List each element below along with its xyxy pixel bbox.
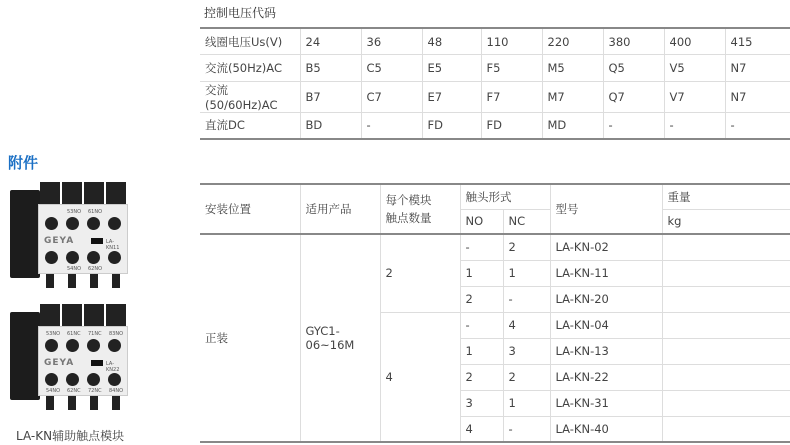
terminal-label: 53NO: [46, 331, 61, 337]
voltage-cell: B5: [300, 55, 361, 82]
voltage-cell: -: [725, 112, 790, 139]
voltage-cell: M5: [542, 55, 603, 82]
voltage-cell: FD: [481, 112, 542, 139]
header-nc: NC: [503, 209, 550, 234]
terminal-screw-icon: [108, 251, 121, 264]
terminal-screw-icon: [66, 373, 79, 386]
geya-logo: GEYA: [44, 236, 75, 246]
terminal-screw-icon: [87, 251, 100, 264]
model-cell: LA-KN-22: [550, 364, 662, 390]
voltage-cell: 400: [664, 28, 725, 55]
weight-cell: [662, 286, 790, 312]
model-cell: LA-KN-13: [550, 338, 662, 364]
voltage-cell: N7: [725, 81, 790, 112]
nc-cell: -: [503, 286, 550, 312]
no-cell: 1: [460, 260, 503, 286]
terminal-label: 72NC: [88, 388, 102, 394]
position-cell: 正装: [200, 234, 300, 442]
model-cell: LA-KN-40: [550, 416, 662, 442]
voltage-cell: 36: [361, 28, 422, 55]
model-label: LA-KN22: [106, 361, 120, 373]
nc-cell: 1: [503, 260, 550, 286]
contacts-cell: 2: [380, 234, 460, 312]
voltage-cell: C7: [361, 81, 422, 112]
nc-cell: 3: [503, 338, 550, 364]
module-face: [38, 204, 128, 274]
no-cell: 2: [460, 364, 503, 390]
voltage-cell: 415: [725, 28, 790, 55]
header-no: NO: [460, 209, 503, 234]
module-side-body: [10, 190, 40, 278]
module-terminal-foot: [68, 274, 76, 288]
table-row: [200, 234, 790, 260]
header-contact-form: 触头形式: [460, 184, 550, 209]
accessories-heading: 附件: [8, 154, 39, 172]
geya-logo: GEYA: [44, 358, 75, 368]
model-cell: LA-KN-02: [550, 234, 662, 260]
voltage-cell: F5: [481, 55, 542, 82]
module-ridge: [106, 182, 126, 206]
terminal-screw-icon: [66, 251, 79, 264]
module-face: [38, 326, 128, 396]
terminal-screw-icon: [45, 339, 58, 352]
product-cell: GYC1-06~16M: [300, 234, 380, 442]
voltage-cell: F7: [481, 81, 542, 112]
nc-cell: -: [503, 416, 550, 442]
voltage-row: [200, 81, 790, 112]
no-cell: 2: [460, 286, 503, 312]
terminal-label: 61NO: [88, 209, 103, 215]
product-image-la-kn22: [10, 300, 130, 410]
voltage-cell: E5: [422, 55, 481, 82]
voltage-cell: 110: [481, 28, 542, 55]
voltage-row: [200, 28, 790, 55]
terminal-screw-icon: [45, 251, 58, 264]
module-ridge: [62, 304, 82, 328]
terminal-label: 71NC: [88, 331, 102, 337]
module-ridge: [40, 182, 60, 206]
terminal-label: 62NC: [67, 388, 81, 394]
terminal-label: 84NO: [109, 388, 124, 394]
voltage-row-label: 线圈电压Us(V): [200, 28, 300, 55]
voltage-row: [200, 55, 790, 82]
product-image-la-kn11: [10, 178, 130, 288]
header-weight: 重量: [662, 184, 790, 209]
terminal-screw-icon: [45, 217, 58, 230]
terminal-label: 53NO: [67, 209, 82, 215]
accessory-caption: LA-KN辅助触点模块: [16, 429, 125, 443]
module-terminal-foot: [90, 396, 98, 410]
nc-cell: 2: [503, 234, 550, 260]
voltage-cell: -: [664, 112, 725, 139]
voltage-cell: V5: [664, 55, 725, 82]
voltage-row: [200, 112, 790, 139]
no-cell: -: [460, 312, 503, 338]
terminal-screw-icon: [108, 373, 121, 386]
voltage-table-title: 控制电压代码: [204, 6, 277, 20]
voltage-row-label: 直流DC: [200, 112, 300, 139]
module-terminal-foot: [46, 274, 54, 288]
voltage-cell: E7: [422, 81, 481, 112]
module-ridge: [84, 182, 104, 206]
no-cell: -: [460, 234, 503, 260]
terminal-screw-icon: [108, 339, 121, 352]
weight-cell: [662, 364, 790, 390]
voltage-cell: N7: [725, 55, 790, 82]
terminal-screw-icon: [66, 339, 79, 352]
no-cell: 3: [460, 390, 503, 416]
weight-cell: [662, 338, 790, 364]
indicator-window: [91, 360, 103, 366]
voltage-cell: C5: [361, 55, 422, 82]
model-label: LA-KN11: [106, 239, 120, 251]
header-product: 适用产品: [300, 184, 380, 234]
nc-cell: 1: [503, 390, 550, 416]
module-terminal-foot: [112, 396, 120, 410]
weight-cell: [662, 416, 790, 442]
module-terminal-foot: [90, 274, 98, 288]
module-ridge: [62, 182, 82, 206]
voltage-cell: B7: [300, 81, 361, 112]
terminal-screw-icon: [108, 217, 121, 230]
module-terminal-foot: [46, 396, 54, 410]
model-cell: LA-KN-04: [550, 312, 662, 338]
terminal-label: 61NC: [67, 331, 81, 337]
header-position: 安装位置: [200, 184, 300, 234]
voltage-cell: 48: [422, 28, 481, 55]
no-cell: 1: [460, 338, 503, 364]
terminal-screw-icon: [87, 373, 100, 386]
no-cell: 4: [460, 416, 503, 442]
terminal-screw-icon: [87, 339, 100, 352]
voltage-cell: Q7: [603, 81, 664, 112]
voltage-code-table: [200, 27, 790, 140]
voltage-cell: M7: [542, 81, 603, 112]
weight-cell: [662, 234, 790, 260]
voltage-cell: 24: [300, 28, 361, 55]
voltage-cell: BD: [300, 112, 361, 139]
header-contacts: 每个模块 触点数量: [380, 184, 460, 234]
voltage-cell: -: [361, 112, 422, 139]
module-ridge: [40, 304, 60, 328]
nc-cell: 2: [503, 364, 550, 390]
indicator-window: [91, 238, 103, 244]
contacts-cell: 4: [380, 312, 460, 442]
accessory-table: [200, 183, 790, 443]
header-model: 型号: [550, 184, 662, 234]
header-weight-unit: kg: [662, 209, 790, 234]
terminal-screw-icon: [45, 373, 58, 386]
module-side-body: [10, 312, 40, 400]
weight-cell: [662, 390, 790, 416]
terminal-label: 54NO: [67, 266, 82, 272]
module-ridge: [106, 304, 126, 328]
voltage-row-label: 交流(50Hz)AC: [200, 55, 300, 82]
terminal-screw-icon: [87, 217, 100, 230]
terminal-screw-icon: [66, 217, 79, 230]
voltage-row-label: 交流(50/60Hz)AC: [200, 81, 300, 112]
model-cell: LA-KN-11: [550, 260, 662, 286]
voltage-cell: MD: [542, 112, 603, 139]
terminal-label: 83NO: [109, 331, 124, 337]
nc-cell: 4: [503, 312, 550, 338]
terminal-label: 54NO: [46, 388, 61, 394]
voltage-cell: Q5: [603, 55, 664, 82]
terminal-label: 62NO: [88, 266, 103, 272]
module-ridge: [84, 304, 104, 328]
module-terminal-foot: [68, 396, 76, 410]
module-terminal-foot: [112, 274, 120, 288]
weight-cell: [662, 260, 790, 286]
voltage-cell: -: [603, 112, 664, 139]
model-cell: LA-KN-31: [550, 390, 662, 416]
voltage-cell: FD: [422, 112, 481, 139]
model-cell: LA-KN-20: [550, 286, 662, 312]
voltage-cell: V7: [664, 81, 725, 112]
voltage-cell: 380: [603, 28, 664, 55]
voltage-cell: 220: [542, 28, 603, 55]
weight-cell: [662, 312, 790, 338]
